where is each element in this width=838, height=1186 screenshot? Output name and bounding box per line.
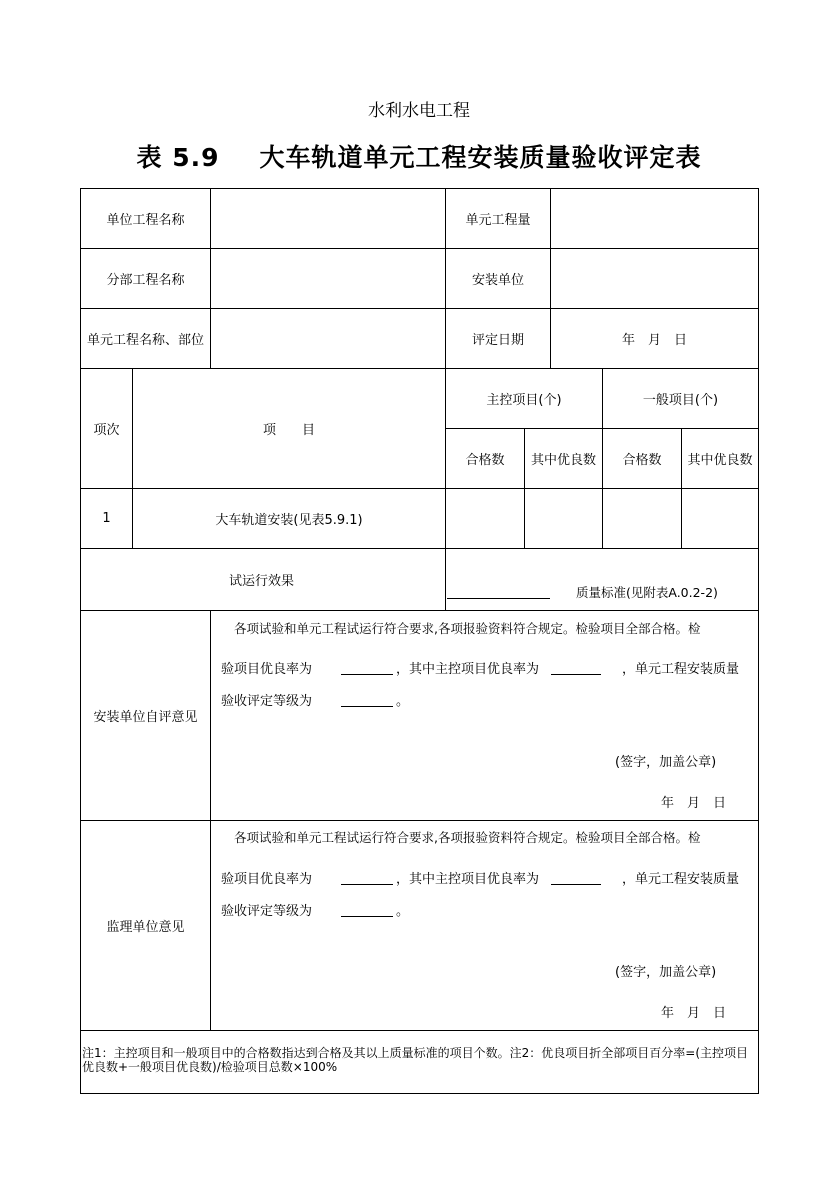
eval-date-value[interactable]: 年 月 日: [621, 333, 687, 348]
supervisor-grade-blank[interactable]: [341, 916, 393, 917]
supervisor-rate-label: 验项目优良率为: [221, 872, 313, 887]
self-eval-line1: 各项试验和单元工程试运行符合要求,各项报验资料符合规定。检验项目全部合格。检: [234, 621, 701, 636]
row-general-qualified[interactable]: [603, 489, 681, 548]
self-eval-sign: (签字，加盖公章): [615, 755, 717, 770]
row-number: 1: [102, 511, 111, 526]
quality-standard-note: 质量标准(见附表A.0.2-2): [576, 585, 718, 600]
main-items-header: 主控项目(个): [486, 393, 562, 408]
row-main-excellent[interactable]: [525, 489, 602, 548]
unit-quantity-value[interactable]: [551, 189, 758, 248]
self-eval-main-rate-blank[interactable]: [551, 674, 601, 675]
supervisor-main-rate-label: ，其中主控项目优良率为: [396, 872, 540, 887]
row-general-excellent[interactable]: [682, 489, 758, 548]
eval-date-label: 评定日期: [471, 333, 524, 348]
self-eval-date: 年 月 日: [661, 796, 727, 811]
supervisor-period: 。: [396, 904, 410, 919]
unit-project-name-label: 单位工程名称: [106, 213, 185, 228]
supervisor-main-rate-blank[interactable]: [551, 884, 601, 885]
col-item-header: 项 目: [262, 423, 315, 438]
table-title: 大车轨道单元工程安装质量验收评定表: [259, 143, 702, 172]
supervisor-line1: 各项试验和单元工程试运行符合要求,各项报验资料符合规定。检验项目全部合格。检: [234, 830, 701, 845]
supervisor-date: 年 月 日: [661, 1006, 727, 1021]
supervisor-label: 监理单位意见: [106, 920, 185, 935]
self-eval-excellent-rate-blank[interactable]: [341, 674, 393, 675]
row-main-qualified[interactable]: [446, 489, 524, 548]
self-eval-period: 。: [396, 694, 410, 709]
trial-run-blank[interactable]: [447, 598, 550, 599]
self-eval-rate-label: 验项目优良率为: [221, 662, 313, 677]
main-excellent-header: 其中优良数: [530, 453, 596, 468]
general-excellent-header: 其中优良数: [687, 453, 753, 468]
document-title: [0, 138, 838, 174]
main-qualified-header: 合格数: [465, 453, 505, 468]
self-eval-label: 安装单位自评意见: [93, 710, 198, 725]
supervisor-grade-label: 验收评定等级为: [221, 904, 313, 919]
supervisor-sign: (签字，加盖公章): [615, 965, 717, 980]
supervisor-quality-label: ，单元工程安装质量: [622, 872, 740, 887]
trial-run-label: 试运行效果: [229, 574, 295, 589]
general-qualified-header: 合格数: [622, 453, 662, 468]
col-item-no-header: 项次: [93, 423, 120, 438]
unit-project-name-value[interactable]: [211, 189, 445, 248]
table-number: 表 5.9: [136, 143, 220, 172]
install-unit-value[interactable]: [551, 249, 758, 308]
general-items-header: 一般项目(个): [642, 393, 719, 408]
division-name-value[interactable]: [211, 249, 445, 308]
self-eval-main-rate-label: ，其中主控项目优良率为: [396, 662, 540, 677]
supervisor-excellent-rate-blank[interactable]: [341, 884, 393, 885]
row-item-name: 大车轨道安装(见表5.9.1): [215, 513, 363, 528]
element-name-value[interactable]: [211, 309, 445, 368]
division-name-label: 分部工程名称: [106, 273, 185, 288]
element-name-label: 单元工程名称、部位: [86, 333, 204, 348]
unit-quantity-label: 单元工程量: [465, 213, 531, 228]
self-eval-quality-label: ，单元工程安装质量: [622, 662, 740, 677]
self-eval-grade-label: 验收评定等级为: [221, 694, 313, 709]
self-eval-grade-blank[interactable]: [341, 706, 393, 707]
footnote: 注1：主控项目和一般项目中的合格数指达到合格及其以上质量标准的项目个数。注2：优良项目折全部项目百分率=(主控项目优良数+一般项目优良数)/检验项目总数×100%: [82, 1046, 749, 1074]
install-unit-label: 安装单位: [471, 273, 524, 288]
document-subtitle: 水利水电工程: [368, 101, 470, 121]
